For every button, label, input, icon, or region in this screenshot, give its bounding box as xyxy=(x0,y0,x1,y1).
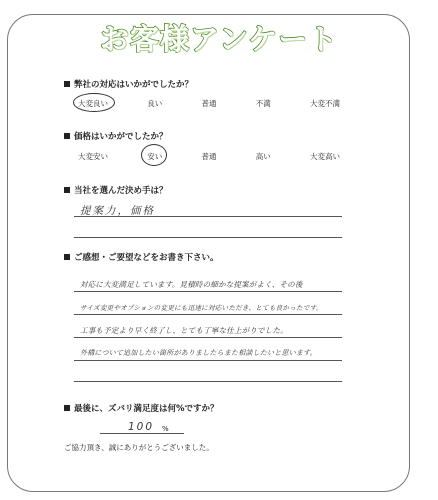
option-service-1[interactable]: 大変良い xyxy=(78,98,108,109)
option-service-5[interactable]: 大変不満 xyxy=(310,99,340,108)
option-price-3[interactable]: 普通 xyxy=(201,152,217,161)
answer-line xyxy=(74,291,342,292)
comment-line-3: 工事も予定より早く終了し、とても丁寧な仕上がりでした。 xyxy=(80,326,288,335)
option-price-1[interactable]: 大変安い xyxy=(78,152,108,161)
option-price-2[interactable]: 安い xyxy=(147,151,162,162)
question-comments-label: ご感想・ご要望などをお書き下さい。 xyxy=(74,253,219,263)
satisfaction-line xyxy=(100,433,184,434)
satisfaction-value: 100 xyxy=(128,421,155,433)
answer-reason: 提案力，価格 xyxy=(80,205,155,217)
bullet-square-icon xyxy=(64,133,70,139)
page-title: お客様アンケート xyxy=(99,22,339,56)
comment-line-4: 外構について追加したい箇所がありましたらまた相談したいと思います。 xyxy=(80,349,317,357)
question-reason-label: 当社を選んだ決め手は？ xyxy=(74,186,168,196)
bullet-square-icon xyxy=(64,254,70,260)
option-service-2[interactable]: 良い xyxy=(147,99,163,108)
bullet-square-icon xyxy=(64,187,70,193)
bullet-square-icon xyxy=(64,405,70,411)
question-satisfaction-label: 最後に、ズバリ満足度は何%ですか？ xyxy=(74,404,219,414)
answer-line xyxy=(74,314,342,315)
answer-line xyxy=(74,337,342,338)
selected-circle-mark xyxy=(73,93,115,112)
thanks-message: ご協力頂き、誠にありがとうございました。 xyxy=(64,443,214,452)
option-service-3[interactable]: 普通 xyxy=(201,99,217,108)
options-price xyxy=(78,151,340,162)
answer-line xyxy=(74,237,342,238)
options-service xyxy=(78,98,340,109)
comment-line-2: サイズ変更やオプションの変更にも迅速に対応いただき、とても良かったです。 xyxy=(80,304,323,312)
satisfaction-unit: % xyxy=(162,425,169,433)
option-price-4[interactable]: 高い xyxy=(255,152,271,161)
question-service-label: 弊社の対応はいかがでしたか？ xyxy=(74,80,194,90)
comment-line-1: 対応に大変満足しています。見積時の細かな提案がよく、その後 xyxy=(80,280,303,289)
question-price-label: 価格はいかがでしたか？ xyxy=(74,132,168,142)
question-satisfaction xyxy=(64,402,219,414)
option-service-4[interactable]: 不満 xyxy=(255,99,271,108)
answer-line xyxy=(74,360,342,361)
question-price xyxy=(64,130,168,142)
question-service xyxy=(64,78,193,90)
question-comments xyxy=(64,251,219,263)
answer-line xyxy=(74,216,342,217)
option-price-5[interactable]: 大変高い xyxy=(310,152,340,161)
answer-line xyxy=(74,381,342,382)
bullet-square-icon xyxy=(64,81,70,87)
question-reason xyxy=(64,184,168,196)
